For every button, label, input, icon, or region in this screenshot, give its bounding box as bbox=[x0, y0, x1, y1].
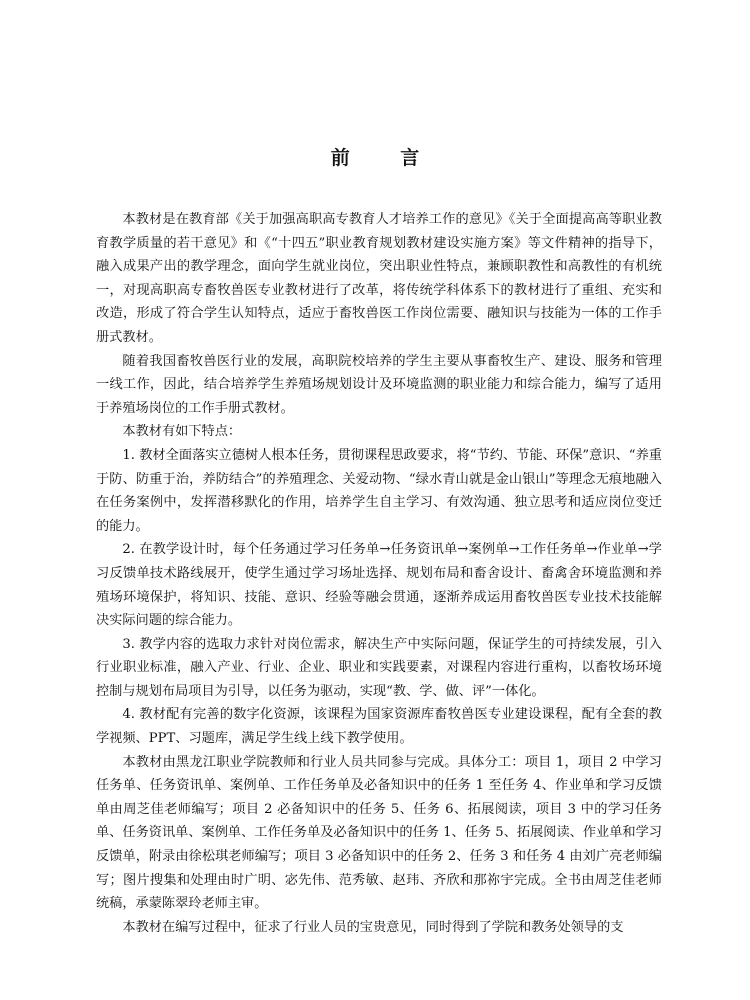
preface-body bbox=[96, 208, 662, 939]
paragraph-background: 随着我国畜牧兽医行业的发展，高职院校培养的学生主要从事畜牧生产、建设、服务和管理一线工作，因此，结合培养学生养殖场规划设计及环境监测的职业能力和综合能力，编写了适用于养殖场岗位的工作手册式教材。 bbox=[96, 353, 662, 416]
paragraph-acknowledgement: 本教材在编写过程中，征求了行业人员的宝贵意见，同时得到了学院和教务处领导的支 bbox=[122, 919, 624, 935]
paragraph-authors: 本教材由黑龙江职业学院教师和行业人员共同参与完成。具体分工：项目 1，项目 2 中学习任务单、任务资讯单、案例单、工作任务单及必备知识中的任务 1 至任务 4、作业单和学习反馈单由周芝佳老师编写；项目 2 必备知识中的任务 5、任务 6、拓展阅读，项目 3 中的学习任务单、任务资讯单、案例单、工作任务单及必备知识中的任务 1、任务 5、拓展阅读、作业单和学习反馈单，附录由徐松琪老师编写；项目 3 必备知识中的任务 2、任务 3 和任务 4 由刘广亮老师编写；图片搜集和处理由时广明、宓先伟、范秀敏、赵玮、齐欣和那祢宇完成。全书由周芝佳老师统稿，承蒙陈翠玲老师主审。 bbox=[96, 754, 662, 912]
paragraph-features-heading: 本教材有如下特点： bbox=[122, 424, 242, 440]
paragraph-feature-2: 2. 在教学设计时，每个任务通过学习任务单→任务资讯单→案例单→工作任务单→作业单→学习反馈单技术路线展开，使学生通过学习场址选择、规划布局和畜舍设计、畜禽舍环境监测和养殖场环境保护，将知识、技能、意识、经验等融会贯通，逐渐养成运用畜牧兽医专业技术技能解决实际问题的综合能力。 bbox=[96, 542, 662, 629]
paragraph-feature-3: 3. 教学内容的选取力求针对岗位需求，解决生产中实际问题，保证学生的可持续发展，引入行业职业标准，融入产业、行业、企业、职业和实践要素，对课程内容进行重构，以畜牧场环境控制与规划布局项目为引导，以任务为驱动，实现“教、学、做、评”一体化。 bbox=[96, 636, 662, 699]
paragraph-feature-1: 1. 教材全面落实立德树人根本任务，贯彻课程思政要求，将“节约、节能、环保”意识、“养重于防、防重于治，养防结合”的养殖理念、关爱动物、“绿水青山就是金山银山”等理念无痕地融入在任务案例中，发挥潜移默化的作用，培养学生自主学习、有效沟通、独立思考和适应岗位变迁的能力。 bbox=[96, 447, 662, 534]
page-title: 前 言 bbox=[330, 147, 442, 169]
paragraph-feature-4: 4. 教材配有完善的数字化资源，该课程为国家资源库畜牧兽医专业建设课程，配有全套的教学视频、PPT、习题库，满足学生线上线下教学使用。 bbox=[96, 707, 662, 747]
paragraph-intro: 本教材是在教育部《关于加强高职高专教育人才培养工作的意见》《关于全面提高高等职业教育教学质量的若干意见》和《“十四五”职业教育规划教材建设实施方案》等文件精神的指导下，融入成果产出的教学理念，面向学生就业岗位，突出职业性特点，兼顾职教性和高教性的有机统一，对现高职高专畜牧兽医专业教材进行了改革，将传统学科体系下的教材进行了重组、充实和改造，形成了符合学生认知特点，适应于畜牧兽医工作岗位需要、融知识与技能为一体的工作手册式教材。 bbox=[96, 212, 662, 345]
